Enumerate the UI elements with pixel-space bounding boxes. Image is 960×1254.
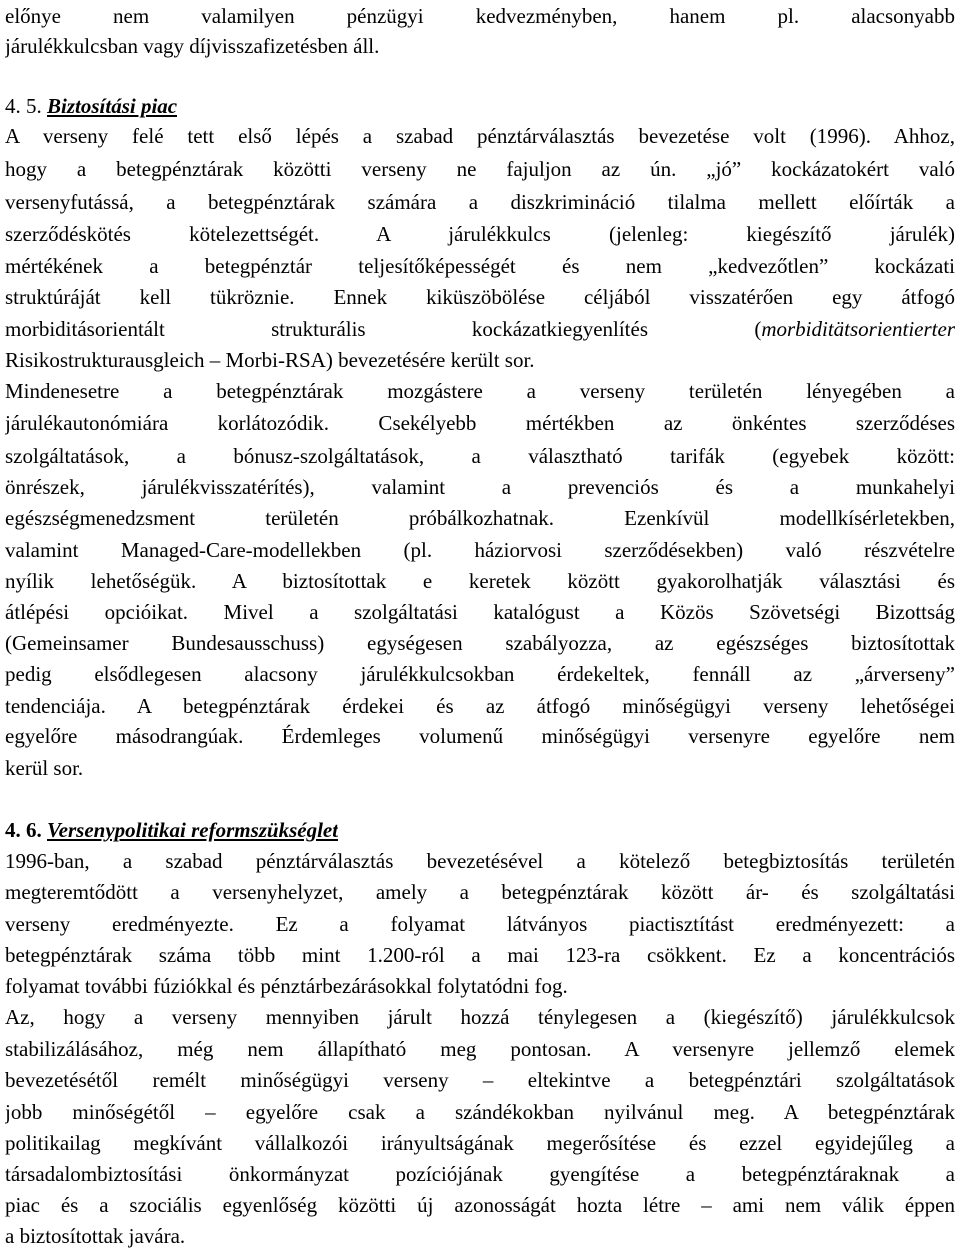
text-line: folyamat további fúziókkal és pénztárbezárásokkal folytatódni fog.: [5, 974, 568, 998]
text-line: bevezetésétől remélt minőségügyi verseny – eltekintve a betegpénztári szolgáltatások: [5, 1068, 955, 1092]
text-line: kerül sor.: [5, 756, 84, 780]
text-line: a biztosítottak javára.: [5, 1224, 186, 1248]
text-line: jobb minőségétől – egyelőre csak a szándékokban nyilvánul meg. A betegpénztárak: [5, 1100, 955, 1124]
section-title: Biztosítási piac: [47, 94, 178, 118]
text-line: pedig elsődlegesen alacsony járulékkulcsokban érdekeltek, fennáll az „árverseny”: [5, 662, 955, 686]
text-line: hogy a betegpénztárak közötti verseny ne fajuljon az ún. „jó” kockázatokért való: [5, 157, 955, 181]
text-line: betegpénztárak száma több mint 1.200-ról a mai 123-ra csökkent. Ez a koncentrációs: [5, 943, 955, 967]
text-line: politikailag megkívánt vállalkozói irányultságának megerősítése és ezzel egyidejűleg a: [5, 1131, 955, 1155]
text-line: versenyfutássá, a betegpénztárak számára a diszkrimináció tilalma mellett előírták a: [5, 190, 955, 214]
section-heading-4-5: [5, 90, 177, 122]
text-line: verseny eredményezte. Ez a folyamat látványos piactisztítást eredményezett: a: [5, 912, 955, 936]
text-line: Az, hogy a verseny mennyiben járult hozzá ténylegesen a (kiegészítő) járulékkulcsok: [5, 1005, 955, 1029]
section-number: 4. 6.: [5, 818, 42, 842]
text-line: járulékautonómiára korlátozódik. Csekélyebb mértékben az önkéntes szerződéses: [5, 411, 955, 435]
text-line: járulékkulcsban vagy díjvisszafizetésben áll.: [5, 34, 380, 58]
text-line: A verseny felé tett első lépés a szabad pénztárválasztás bevezetése volt (1996). Ahhoz,: [5, 124, 955, 148]
text-line-mixed: [5, 313, 955, 345]
text-line: 1996-ban, a szabad pénztárválasztás bevezetésével a kötelező betegbiztosítás területén: [5, 849, 955, 873]
section-number: 4. 5.: [5, 94, 42, 118]
section-title: Versenypolitikai reformszükséglet: [47, 818, 339, 842]
text-line: előnye nem valamilyen pénzügyi kedvezményben, hanem pl. alacsonyabb: [5, 4, 955, 28]
text-line: Mindenesetre a betegpénztárak mozgástere a verseny területén lényegében a: [5, 379, 955, 403]
text-line: egyelőre másodrangúak. Érdemleges volumenű minőségügyi versenyre egyelőre nem: [5, 724, 955, 748]
text-line: társadalombiztosítási önkormányzat pozíciójának gyengítése a betegpénztáraknak a: [5, 1162, 955, 1186]
text-line: szerződéskötés kötelezettségét. A járulékkulcs (jelenleg: kiegészítő járulék): [5, 222, 955, 246]
text-line: átlépési opcióikat. Mivel a szolgáltatási katalógust a Közös Szövetségi Bizottság: [5, 600, 955, 624]
italic-term: morbiditätsorientierter: [761, 317, 955, 341]
text-line: valamint Managed-Care-modellekben (pl. háziorvosi szerződésekben) való részvételre: [5, 538, 955, 562]
text-run: morbiditásorientált strukturális kockázatkiegyenlítés (: [5, 317, 762, 341]
text-line: stabilizálásához, még nem állapítható meg pontosan. A versenyre jellemző elemek: [5, 1037, 955, 1061]
text-line: megteremtődött a versenyhelyzet, amely a betegpénztárak között ár- és szolgáltatási: [5, 880, 955, 904]
text-line: (Gemeinsamer Bundesausschuss) egységesen szabályozza, az egészséges biztosítottak: [5, 631, 955, 655]
text-line: Risikostrukturausgleich – Morbi-RSA) bevezetésére került sor.: [5, 348, 535, 372]
text-line: önrészek, járulékvisszatérítés), valamint a prevenciós és a munkahelyi: [5, 475, 955, 499]
text-line: mértékének a betegpénztár teljesítőképességét és nem „kedvezőtlen” kockázati: [5, 254, 955, 278]
text-line: struktúráját kell tükröznie. Ennek kiküszöbölése céljából visszatérően egy átfogó: [5, 285, 955, 309]
text-line: nyílik lehetőségük. A biztosítottak e keretek között gyakorolhatják választási és: [5, 569, 955, 593]
section-heading-4-6: [5, 814, 338, 846]
text-line: szolgáltatások, a bónusz-szolgáltatások, a választható tarifák (egyebek között:: [5, 444, 955, 468]
text-line: tendenciája. A betegpénztárak érdekei és az átfogó minőségügyi verseny lehetőségei: [5, 694, 955, 718]
text-line: piac és a szociális egyenlőség közötti új azonosságát hozta létre – ami nem válik éppen: [5, 1193, 955, 1217]
text-line: egészségmenedzsment területén próbálkozhatnak. Ezenkívül modellkísérletekben,: [5, 506, 955, 530]
